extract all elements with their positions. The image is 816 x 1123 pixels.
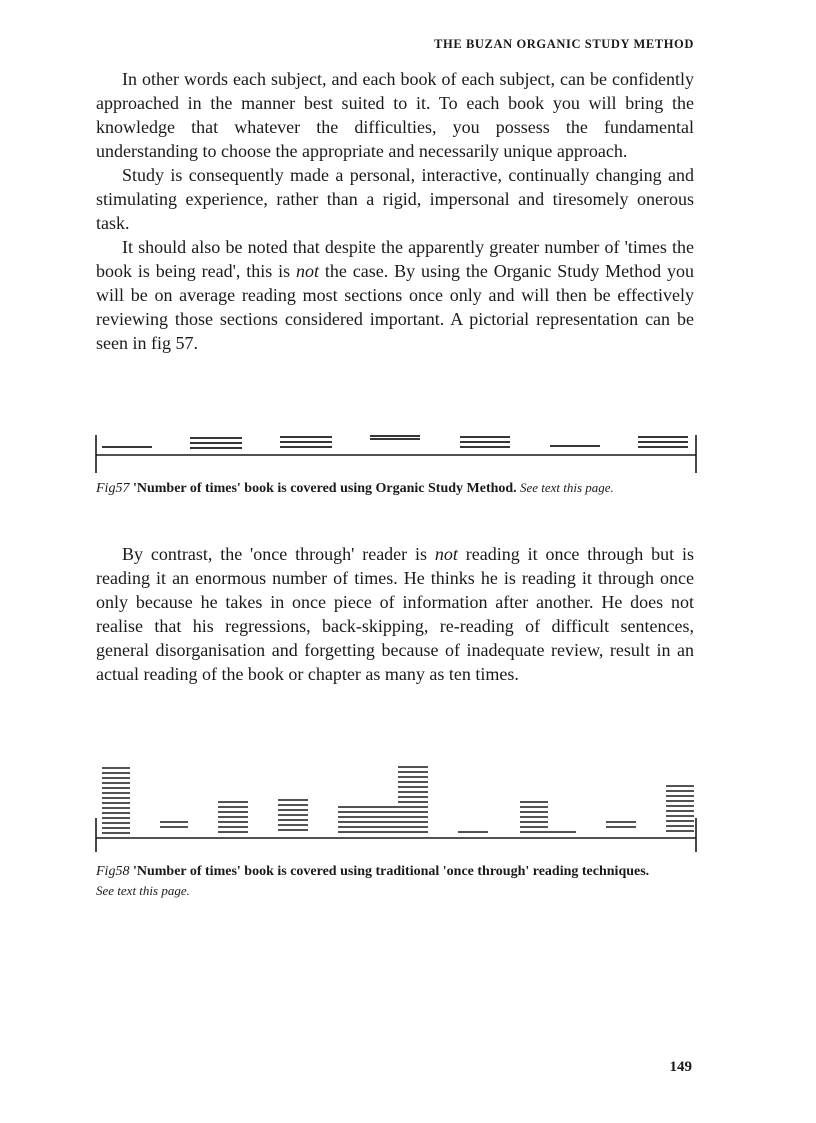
paragraph: By contrast, the 'once through' reader is not reading it once through but is reading it an enormous number of times. He thinks he is reading it through once only because he takes in once piece of information after another. He does not realise that his regressions, back-skipping, re-reading of difficult sentences, general disorganisation and forgetting because of inadequate review, result in an actual reading of the book or chapter as many as ten times.: [96, 544, 694, 684]
fig58-graphic: [90, 762, 702, 860]
emphasis: not: [295, 261, 319, 281]
figure-label: Fig58: [96, 864, 130, 879]
paragraph: In other words each subject, and each book of each subject, can be confidently approached in the manner best suited to it. To each book you will bring the knowledge that whatever the difficulties, you possess the fundamental understanding to choose the appropriate and necessarily unique approach.: [96, 69, 694, 161]
paragraph: It should also be noted that despite the apparently greater number of 'times the book is being read', this is not the case. By using the Organic Study Method you will be on average reading most sections once only and will then be effectively reviewing those sections considered important. A pictorial representation can be seen in fig 57.: [96, 237, 694, 353]
running-head: THE BUZAN ORGANIC STUDY METHOD: [434, 37, 694, 51]
figure-58-diagram: [90, 762, 702, 860]
figure-label: Fig57: [96, 481, 130, 496]
caption-title: 'Number of times' book is covered using traditional 'once through' reading techniques.: [129, 864, 650, 879]
caption-note: See text this page.: [516, 480, 614, 495]
reading-marks: [102, 767, 694, 833]
body-text-bottom: [96, 542, 694, 686]
figure-58-caption: [96, 861, 656, 901]
paragraph: Study is consequently made a personal, interactive, continually changing and stimulating experience, rather than a rigid, impersonal and tiresomely onerous task.: [96, 165, 694, 233]
page-number: 149: [669, 1059, 692, 1075]
body-text-top: [96, 67, 694, 355]
figure-57-caption: [96, 478, 656, 498]
caption-note: See text this page.: [96, 883, 190, 898]
caption-title: 'Number of times' book is covered using Organic Study Method.: [129, 481, 517, 496]
fig57-graphic: [90, 424, 702, 476]
emphasis: not: [434, 544, 458, 564]
reading-marks: [102, 436, 688, 448]
figure-57-diagram: [90, 424, 702, 476]
